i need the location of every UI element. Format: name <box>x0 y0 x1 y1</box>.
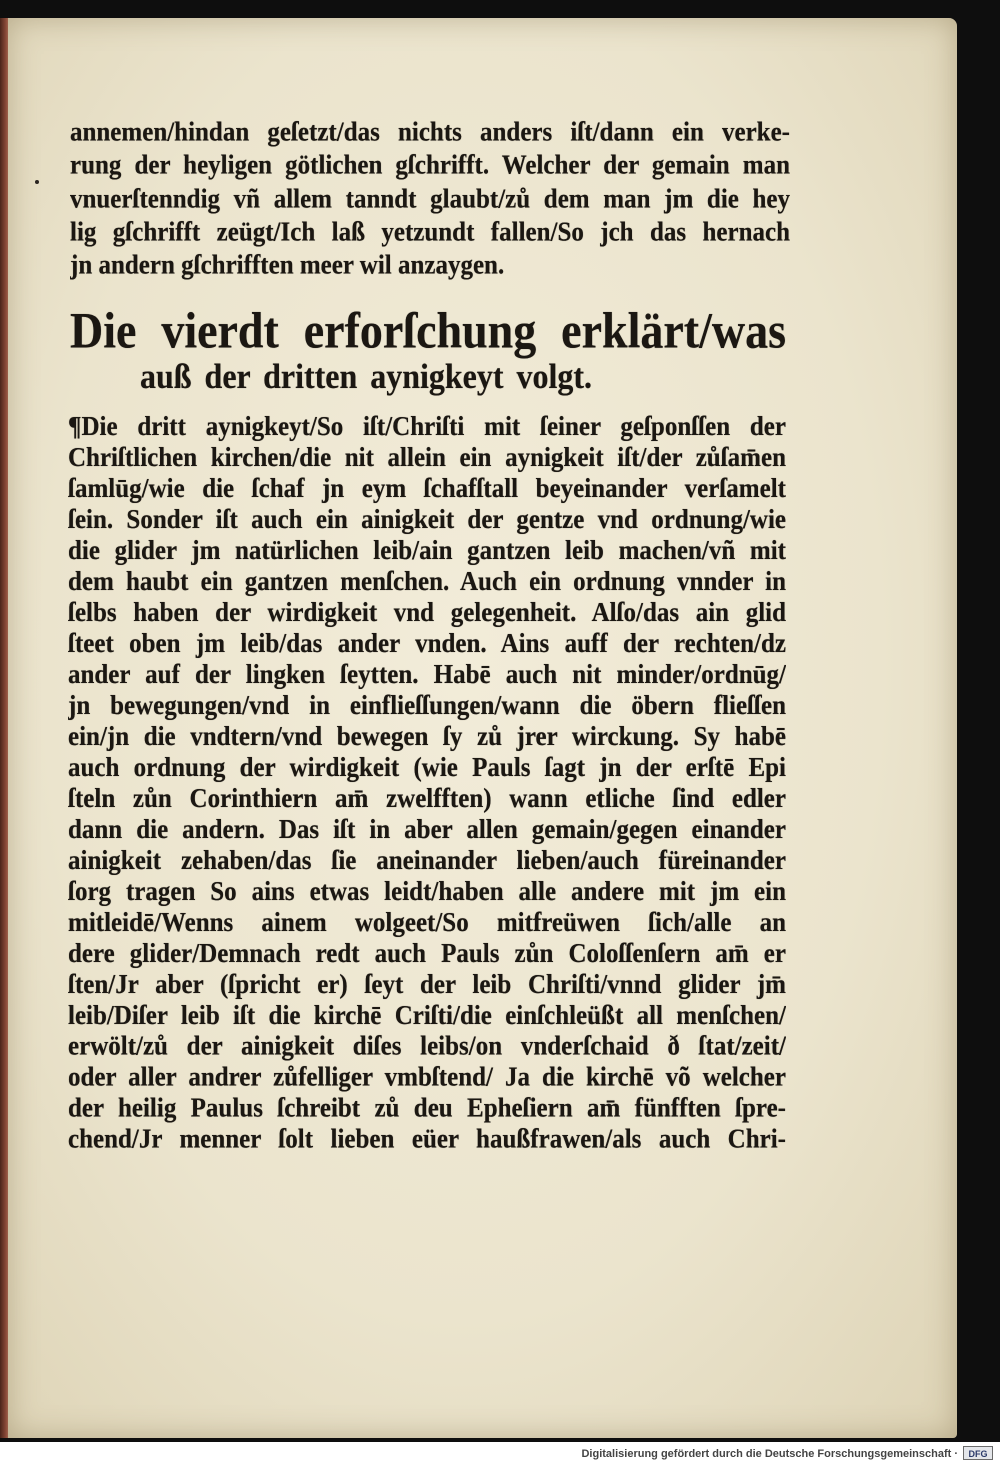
body-line: erwölt/zů der ainigkeit diſes leibs/on vnderſchaid ð ſtat/zeit/ <box>68 1031 786 1062</box>
body-line: auch ordnung der wirdigkeit (wie Pauls ſagt jn der erſtē Epi <box>68 752 786 783</box>
body-line: dem haubt ein gantzen menſchen. Auch ein ordnung vnnder in <box>68 566 786 597</box>
intro-line: annemen/hindan geſetzt/das nichts anders iſt/dann ein verke- <box>70 117 790 148</box>
intro-line: vnuerſtenndig vñ allem tanndt glaubt/zů dem man jm die hey <box>70 184 790 214</box>
body-line: die glider jm natürlichen leib/ain gantzen leib machen/vñ mit <box>68 535 786 566</box>
body-line: ein/jn die vndtern/vnd bewegen ſy zů jrer wirckung. Sy habē <box>68 721 786 752</box>
body-line: dann die andern. Das iſt in aber allen gemain/gegen einander <box>68 814 786 845</box>
intro-line: jn andern gſchrifften meer wil anzaygen. <box>70 250 505 281</box>
body-line: leib/Diſer leib iſt die kirchē Criſti/die einſchleüßt all menſchen/ <box>68 1000 786 1031</box>
body-line: dere glider/Demnach redt auch Pauls zůn Coloſſenſern am̄ er <box>68 938 786 969</box>
intro-line: rung der heyligen götlichen gſchrifft. Welcher der gemain man <box>70 150 790 181</box>
body-line: Chriſtlichen kirchen/die nit allein ein aynigkeit iſt/der zůſam̄en <box>68 442 786 473</box>
chapter-heading-line-1: Die vierdt erforſchung erklärt/was <box>70 302 786 359</box>
body-line: ſorg tragen So ains etwas leidt/haben alle andere mit jm ein <box>68 876 786 907</box>
body-line: ſamlūg/wie die ſchaf jn eym ſchafſtall beyeinander verſamelt <box>68 473 786 504</box>
body-line: ſein. Sonder iſt auch ein ainigkeit der gentze vnd ordnung/wie <box>68 504 786 535</box>
body-line: ſten/Jr aber (ſpricht er) ſeyt der leib Chriſti/vnnd glider jm̄ <box>68 969 786 1000</box>
body-line: oder aller andrer zůfelliger vmbſtend/ Ja die kirchē võ welcher <box>68 1062 786 1093</box>
body-line: chend/Jr menner ſolt lieben eüer haußfrawen/als auch Chri- <box>68 1124 786 1155</box>
dfg-logo: DFG <box>963 1446 993 1460</box>
body-text-block <box>68 411 786 1155</box>
chapter-heading-line-2: auß der dritten aynigkeyt volgt. <box>140 356 592 396</box>
body-line: der heilig Paulus ſchreibt zů deu Epheſiern am̄ fünfften ſpre- <box>68 1093 786 1124</box>
intro-line: lig gſchrifft zeügt/Ich laß yetzundt fallen/So jch das hernach <box>70 217 790 248</box>
body-line: ainigkeit zehaben/das ſie aneinander lieben/auch füreinander <box>68 845 786 876</box>
body-line: jn bewegungen/vnd in einflieſſungen/wann die öbern flieſſen <box>68 690 786 721</box>
body-line: mitleidē/Wenns ainem wolgeet/So mitfreüwen ſich/alle an <box>68 907 786 938</box>
body-line: ſteln zůn Corinthiern am̄ zwelfften) wann etliche ſind edler <box>68 783 786 814</box>
ink-spot <box>35 180 39 184</box>
body-line: ander auf der lingken ſeytten. Habē auch nit minder/ordnūg/ <box>68 659 786 690</box>
body-line: ¶Die dritt aynigkeyt/So iſt/Chriſti mit ſeiner geſponſſen der <box>68 411 786 442</box>
body-line: ſelbs haben der wirdigkeit vnd gelegenheit. Alſo/das ain glid <box>68 597 786 628</box>
footer-credit-text: Digitalisierung gefördert durch die Deutsche Forschungsgemeinschaft · <box>581 1448 958 1460</box>
body-line: ſteet oben jm leib/das ander vnden. Ains auff der rechten/dz <box>68 628 786 659</box>
intro-text-block <box>70 116 790 282</box>
